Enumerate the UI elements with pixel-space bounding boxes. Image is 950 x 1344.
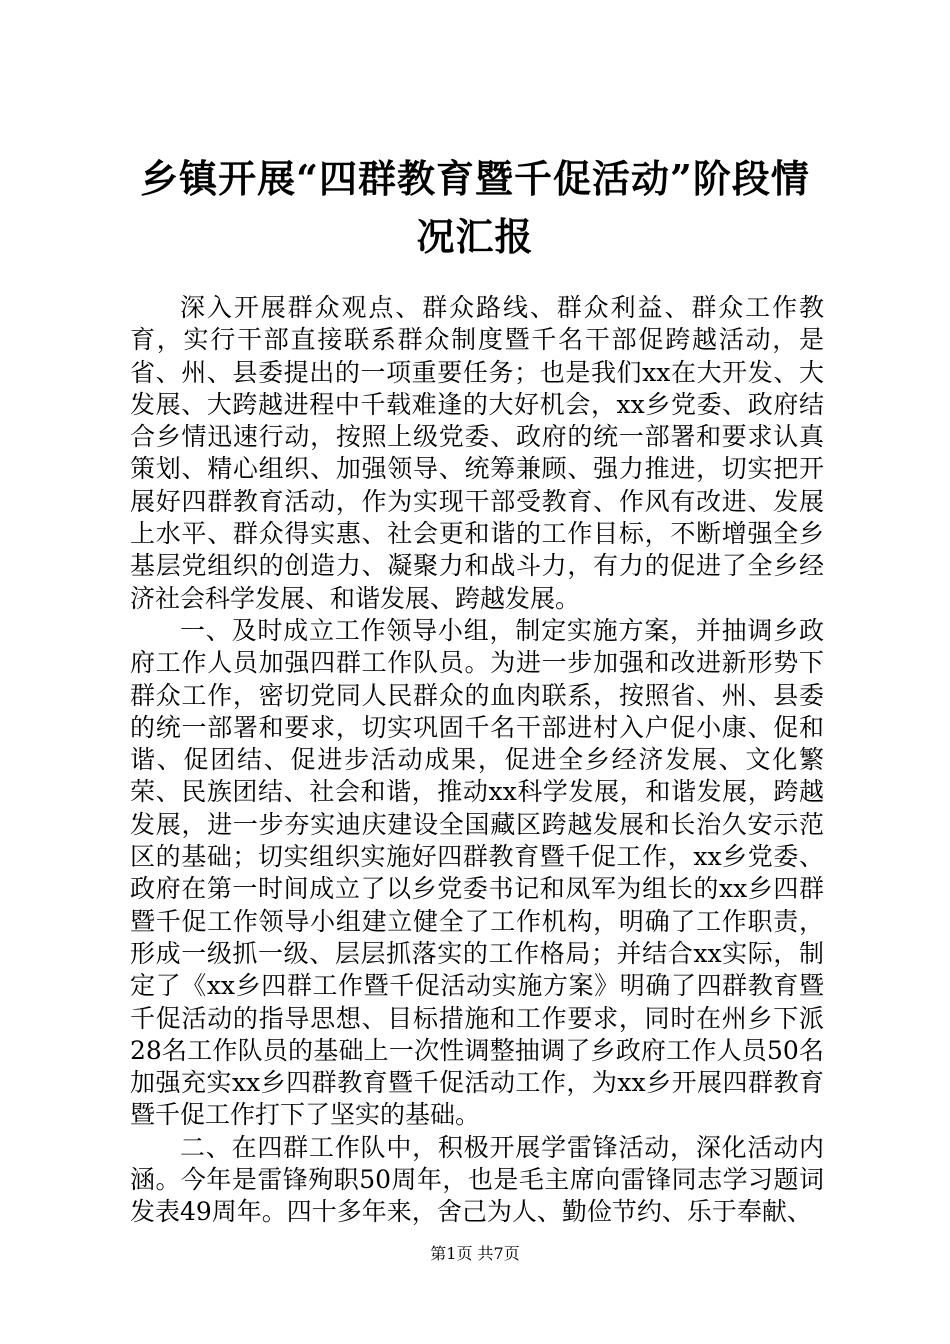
document-body — [130, 292, 824, 1229]
document-title: 乡镇开展“四群教育暨千促活动”阶段情况汇报 — [140, 156, 810, 259]
page-number: 第1页 共7页 — [430, 1244, 520, 1263]
paragraph-intro: 深入开展群众观点、群众路线、群众利益、群众工作教育，实行干部直接联系群众制度暨千名干部促跨越活动，是省、州、县委提出的一项重要任务；也是我们xx在大开发、大发展、大跨越进程中千载难逢的大好机会，xx乡党委、政府结合乡情迅速行动，按照上级党委、政府的统一部署和要求认真策划、精心组织、加强领导、统筹兼顾、强力推进，切实把开展好四群教育活动，作为实现干部受教育、作风有改进、发展上水平、群众得实惠、社会更和谐的工作目标，不断增强全乡基层党组织的创造力、凝聚力和战斗力，有力的促进了全乡经济社会科学发展、和谐发展、跨越发展。 — [130, 293, 824, 613]
paragraph-section-2: 二、在四群工作队中，积极开展学雷锋活动，深化活动内涵。今年是雷锋殉职50周年，也是毛主席向雷锋同志学习题词发表49周年。四十多年来，舍己为人、勤俭节约、乐于奉献、 — [130, 1132, 824, 1227]
paragraph-section-1: 一、及时成立工作领导小组，制定实施方案，并抽调乡政府工作人员加强四群工作队员。为进一步加强和改进新形势下群众工作，密切党同人民群众的血肉联系，按照省、州、县委的统一部署和要求，切实巩固千名干部进村入户促小康、促和谐、促团结、促进步活动成果，促进全乡经济发展、文化繁荣、民族团结、社会和谐，推动xx科学发展，和谐发展，跨越发展，进一步夯实迪庆建设全国藏区跨越发展和长治久安示范区的基础；切实组织实施好四群教育暨千促工作，xx乡党委、政府在第一时间成立了以乡党委书记和凤军为组长的xx乡四群暨千促工作领导小组建立健全了工作机构，明确了工作职责，形成一级抓一级、层层抓落实的工作格局；并结合xx实际，制定了《xx乡四群工作暨千促活动实施方案》明确了四群教育暨千促活动的指导思想、目标措施和工作要求，同时在州乡下派28名工作队员的基础上一次性调整抽调了乡政府工作人员50名加强充实xx乡四群教育暨千促活动工作，为xx乡开展四群教育暨千促工作打下了坚实的基础。 — [130, 615, 824, 1130]
